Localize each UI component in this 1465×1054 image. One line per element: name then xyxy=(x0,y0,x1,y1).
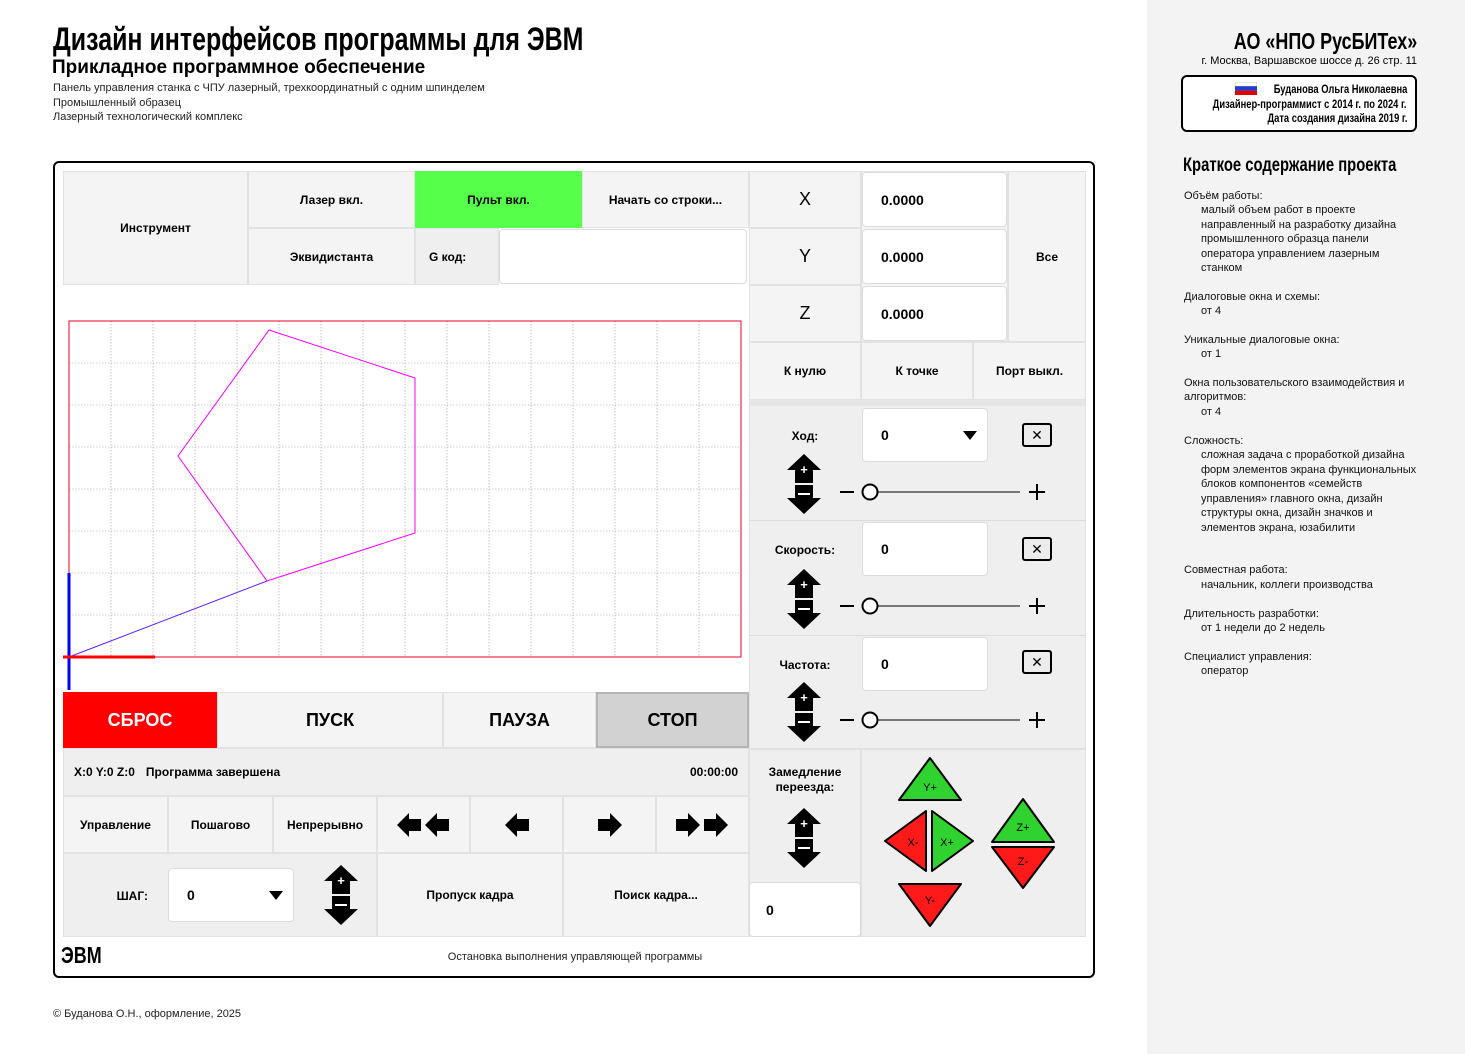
clear-speed-button[interactable]: ✕ xyxy=(1022,537,1052,561)
author-name: Буданова Ольга Николаевна xyxy=(1273,82,1407,96)
chevron-down-icon xyxy=(269,891,283,900)
to-zero-label: К нулю xyxy=(783,364,827,378)
frequency-field[interactable]: 0 xyxy=(862,637,988,691)
company-address: г. Москва, Варшавское шоссе д. 26 стр. 11 xyxy=(1201,55,1417,67)
summary-heading: Окна пользовательского взаимодействия и алгоритмов: xyxy=(1184,377,1405,403)
summary-text: от 1 недели до 2 недель xyxy=(1201,622,1325,634)
jog-z-plus-label: Z+ xyxy=(1016,822,1030,834)
svg-text:+: + xyxy=(800,816,808,831)
gcode-label: G код: xyxy=(415,228,499,285)
status-text: Программа завершена xyxy=(145,765,281,779)
svg-text:+: + xyxy=(800,690,808,705)
summary-heading: Специалист управления: xyxy=(1184,651,1312,663)
step-select[interactable] xyxy=(168,868,294,922)
start-from-line-button[interactable] xyxy=(582,171,749,228)
axis-z-label: Z xyxy=(749,285,861,342)
to-point-label: К точке xyxy=(895,364,939,378)
author-role: Дизайнер-программист с 2014 г. по 2024 г. xyxy=(1213,97,1407,111)
chevron-down-icon xyxy=(963,431,977,440)
summary-text: оператор xyxy=(1201,665,1249,677)
frequency-stepper-icon[interactable] xyxy=(787,682,821,742)
clear-stroke-button[interactable]: ✕ xyxy=(1022,423,1052,447)
description-line: Промышленный образец xyxy=(53,97,182,109)
panel-on-label: Пульт вкл. xyxy=(467,192,530,207)
skip-frame-label: Пропуск кадра xyxy=(426,888,514,902)
jog-x-plus-label: X+ xyxy=(940,837,954,849)
summary-text: от 4 xyxy=(1201,305,1222,317)
laser-on-label: Лазер вкл. xyxy=(299,192,364,207)
all-label: Все xyxy=(1035,249,1058,264)
slowdown-label: Замедление переезда: xyxy=(768,765,842,794)
speed-stepper-icon[interactable] xyxy=(787,569,821,629)
summary-text: малый объем работ в проекте направленный на разработку дизайна промышленного образца панели оператора управлением лазерным станком xyxy=(1201,204,1397,274)
all-button[interactable] xyxy=(1008,171,1086,342)
arrow-right-icon xyxy=(597,812,623,838)
step-stepper-icon[interactable] xyxy=(324,865,358,925)
double-arrow-left-icon xyxy=(397,812,451,838)
panel-on-button[interactable] xyxy=(415,171,582,228)
toolpath-canvas[interactable] xyxy=(63,285,749,692)
port-off-label: Порт выкл. xyxy=(995,364,1064,378)
tool-button[interactable] xyxy=(63,171,248,285)
jog-x-minus[interactable] xyxy=(885,811,926,871)
to-point-button[interactable] xyxy=(861,342,973,400)
laser-on-button[interactable] xyxy=(248,171,415,228)
clear-frequency-button[interactable]: ✕ xyxy=(1022,650,1052,674)
equidistant-label: Эквидистанта xyxy=(289,249,374,264)
summary-heading: Объём работы: xyxy=(1184,190,1263,202)
copyright: © Буданова О.Н., оформление, 2025 xyxy=(53,1008,242,1020)
jog-z-plus[interactable] xyxy=(992,799,1054,842)
brand-logo: ЭВМ xyxy=(61,942,102,968)
status-coords: X:0 Y:0 Z:0 xyxy=(74,765,135,779)
stroke-slider[interactable] xyxy=(838,482,1048,502)
mode-continuous-button[interactable] xyxy=(273,796,377,853)
axis-x-label: X xyxy=(749,171,861,228)
summary-heading: Уникальные диалоговые окна: xyxy=(1184,334,1340,346)
step-back-button[interactable] xyxy=(470,796,563,853)
step-forward-button[interactable] xyxy=(563,796,656,853)
svg-text:+: + xyxy=(800,462,808,477)
summary-text: сложная задача с проработкой дизайна форм элементов экрана функциональных блоков компонентов «семейств управления» главного окна, дизайн структуры окна, дизайн значков и элементов экрана, юзабилити xyxy=(1201,449,1417,534)
design-date: Дата создания дизайна 2019 г. xyxy=(1267,111,1407,125)
company-name: АО «НПО РусБИТех» xyxy=(1233,28,1417,54)
skip-frame-button[interactable] xyxy=(377,853,563,937)
jog-z-minus-label: Z- xyxy=(1017,856,1029,868)
summary-title: Краткое содержание проекта xyxy=(1183,155,1397,176)
reset-button[interactable] xyxy=(63,692,217,748)
description-line: Лазерный технологический комплекс xyxy=(53,111,243,123)
summary-heading: Длительность разработки: xyxy=(1184,608,1319,620)
fast-rewind-button[interactable] xyxy=(377,796,470,853)
jog-y-minus[interactable] xyxy=(899,884,961,926)
z-coord-field[interactable]: 0.0000 xyxy=(862,286,1007,341)
step-label: ШАГ: xyxy=(116,889,148,903)
status-bar xyxy=(63,748,749,796)
start-from-line-label: Начать со строки... xyxy=(608,192,723,207)
page-subtitle: Прикладное программное обеспечение xyxy=(52,57,426,78)
summary-heading: Совместная работа: xyxy=(1184,564,1288,576)
frequency-slider[interactable] xyxy=(838,710,1048,730)
stroke-value: 0 xyxy=(881,427,889,443)
speed-slider[interactable] xyxy=(838,596,1048,616)
jog-controls[interactable] xyxy=(861,749,1086,937)
summary-text: от 1 xyxy=(1201,348,1222,360)
equidistant-button[interactable] xyxy=(248,228,415,285)
axis-y-label: Y xyxy=(749,228,861,285)
stop-label: СТОП xyxy=(647,709,698,730)
summary-heading: Сложность: xyxy=(1184,435,1244,447)
to-zero-button[interactable] xyxy=(749,342,861,400)
summary-text: начальник, коллеги производства xyxy=(1201,579,1373,591)
summary-heading: Диалоговые окна и схемы: xyxy=(1184,291,1321,303)
status-time: 00:00:00 xyxy=(689,765,738,779)
start-button[interactable] xyxy=(217,692,443,748)
bottom-status: Остановка выполнения управляющей программы xyxy=(447,951,703,963)
arrow-left-icon xyxy=(504,812,530,838)
fast-forward-button[interactable] xyxy=(656,796,749,853)
jog-y-plus[interactable] xyxy=(899,758,961,800)
step-value: 0 xyxy=(187,887,195,903)
stroke-select[interactable] xyxy=(862,408,988,462)
jog-y-minus-label: Y- xyxy=(925,895,935,907)
mode-control-label: Управление xyxy=(80,817,151,832)
jog-x-minus-label: X- xyxy=(907,837,919,849)
y-coord-field[interactable]: 0.0000 xyxy=(862,229,1007,284)
gcode-input[interactable] xyxy=(499,229,747,284)
description-line: Панель управления станка с ЧПУ лазерный, трехкоординатный с одним шпинделем xyxy=(53,82,485,94)
jog-y-plus-label: Y+ xyxy=(923,782,937,794)
port-off-button[interactable] xyxy=(973,342,1086,400)
jog-x-plus[interactable] xyxy=(932,811,973,871)
mode-continuous-label: Непрерывно xyxy=(286,817,364,832)
slowdown-stepper-icon[interactable] xyxy=(787,808,821,868)
jog-z-minus[interactable] xyxy=(992,847,1054,888)
stroke-label: Ход: xyxy=(791,429,819,443)
divider xyxy=(749,635,1086,636)
search-frame-button[interactable] xyxy=(563,853,749,937)
page-title: Дизайн интерфейсов программы для ЭВМ xyxy=(53,21,584,57)
slowdown-field[interactable]: 0 xyxy=(749,882,861,937)
reset-label: СБРОС xyxy=(107,709,173,730)
tool-label: Инструмент xyxy=(120,221,191,235)
frequency-label: Частота: xyxy=(779,658,831,672)
stop-button[interactable] xyxy=(596,692,749,748)
mode-step-label: Пошагово xyxy=(190,817,251,832)
summary-text: от 4 xyxy=(1201,406,1222,418)
svg-text:+: + xyxy=(337,873,345,888)
author-card xyxy=(1181,75,1417,132)
speed-label: Скорость: xyxy=(774,543,836,557)
speed-field[interactable]: 0 xyxy=(862,522,988,576)
search-frame-label: Поиск кадра... xyxy=(614,888,698,902)
x-coord-field[interactable]: 0.0000 xyxy=(862,172,1007,227)
start-label: ПУСК xyxy=(305,709,355,730)
mode-step-button[interactable] xyxy=(168,796,273,853)
pause-label: ПАУЗА xyxy=(489,709,550,730)
stroke-stepper-icon[interactable] xyxy=(787,454,821,514)
mode-control-button[interactable] xyxy=(63,796,168,853)
svg-text:+: + xyxy=(800,577,808,592)
pause-button[interactable] xyxy=(443,692,596,748)
divider xyxy=(749,520,1086,521)
double-arrow-right-icon xyxy=(676,812,730,838)
